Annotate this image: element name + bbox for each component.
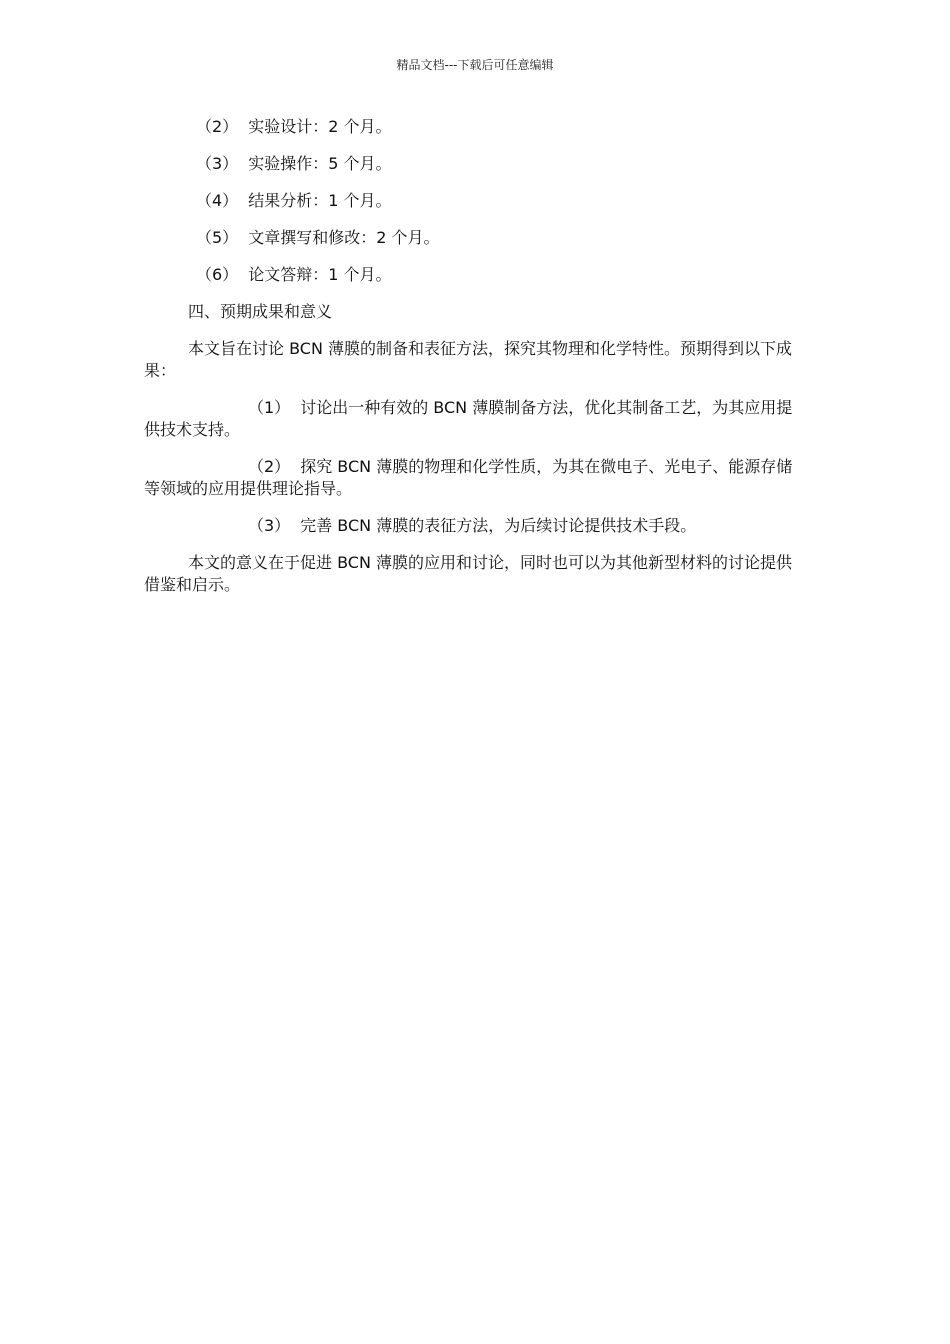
intro-paragraph: 本文旨在讨论 BCN 薄膜的制备和表征方法，探究其物理和化学特性。预期得到以下成果： (144, 339, 793, 380)
schedule-item (144, 264, 796, 286)
item-number: （5） (196, 228, 239, 247)
item-number: （1） (248, 398, 291, 417)
item-number: （6） (196, 265, 239, 284)
item-text: 论文答辩：1 个月。 (248, 265, 392, 284)
result-item (144, 397, 796, 441)
item-number: （3） (196, 154, 239, 173)
item-text: 文章撰写和修改：2 个月。 (248, 228, 440, 247)
schedule-item (144, 116, 796, 138)
item-number: （3） (248, 516, 291, 535)
item-text: 结果分析：1 个月。 (248, 191, 392, 210)
section-heading: 四、预期成果和意义 (188, 302, 333, 321)
result-item (144, 456, 796, 500)
document-body (144, 116, 796, 611)
schedule-item (144, 153, 796, 175)
item-number: （2） (248, 457, 291, 476)
item-text: 实验操作：5 个月。 (248, 154, 392, 173)
schedule-item (144, 227, 796, 249)
item-text: 实验设计：2 个月。 (248, 117, 392, 136)
page-header: 精品文档---下载后可任意编辑 (396, 58, 554, 72)
result-item (144, 515, 796, 537)
item-text: 讨论出一种有效的 BCN 薄膜制备方法，优化其制备工艺，为其应用提供技术支持。 (144, 398, 793, 439)
item-text: 完善 BCN 薄膜的表征方法，为后续讨论提供技术手段。 (300, 516, 697, 535)
item-number: （4） (196, 191, 239, 210)
significance-paragraph: 本文的意义在于促进 BCN 薄膜的应用和讨论，同时也可以为其他新型材料的讨论提供借鉴和启示。 (144, 553, 793, 594)
schedule-item (144, 190, 796, 212)
item-text: 探究 BCN 薄膜的物理和化学性质，为其在微电子、光电子、能源存储等领域的应用提供理论指导。 (144, 457, 793, 498)
item-number: （2） (196, 117, 239, 136)
